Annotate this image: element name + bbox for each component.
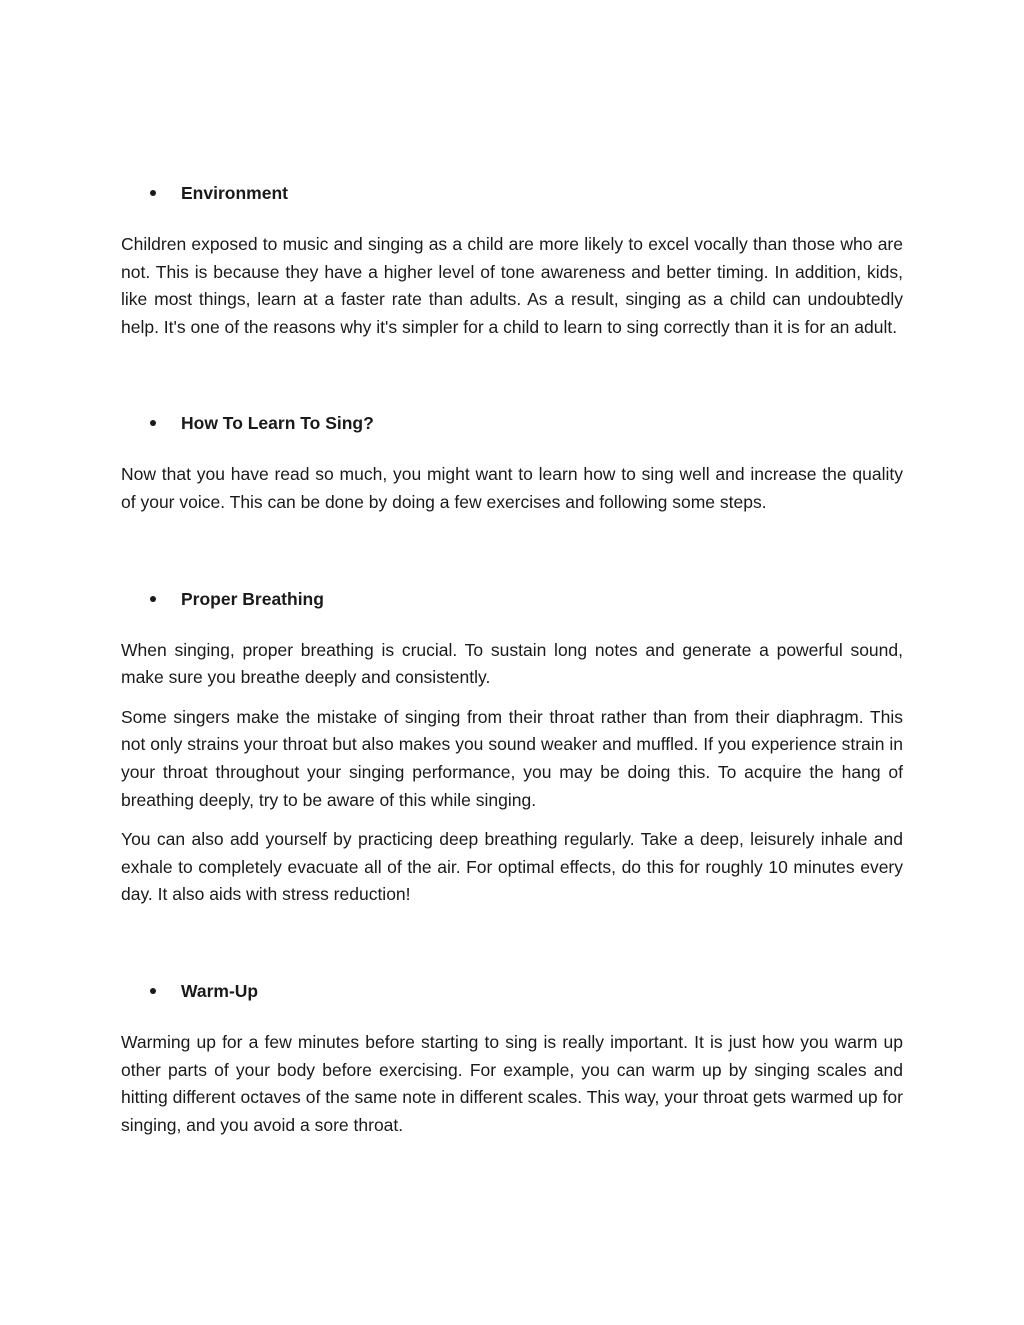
heading-text: Warm-Up: [181, 980, 259, 1001]
heading-text: How To Learn To Sing?: [181, 413, 374, 434]
paragraph: When singing, proper breathing is crucial. To sustain long notes and generate a powerful sound, make sure you breathe deeply and consistently.: [121, 639, 903, 688]
section-heading: [121, 976, 903, 1006]
bullet-icon: [150, 596, 156, 602]
section-environment: [121, 178, 903, 341]
heading-text: Proper Breathing: [181, 588, 324, 609]
section-heading: [121, 178, 903, 208]
bullet-icon: [150, 988, 156, 994]
section-heading: [121, 584, 903, 614]
section-proper-breathing: [121, 584, 903, 909]
paragraph: Children exposed to music and singing as a child are more likely to excel vocally than those who are not. This is because they have a higher level of tone awareness and better timing. In addition, kids, like most things, learn at a faster rate than adults. As a result, singing as a child can undoubtedly help. It's one of the reasons why it's simpler for a child to learn to sing correctly than it is for an adult.: [121, 234, 903, 337]
heading-text: Environment: [181, 183, 288, 203]
section-heading: [121, 408, 903, 438]
section-warm-up: [121, 976, 903, 1139]
paragraph: Warming up for a few minutes before starting to sing is really important. It is just how you warm up other parts of your body before exercising. For example, you can warm up by singing scales and hitting different octaves of the same note in different scales. This way, your throat gets warmed up for singing, and you avoid a sore throat.: [121, 1031, 903, 1135]
bullet-icon: [150, 420, 156, 426]
bullet-icon: [150, 190, 156, 196]
section-how-to-learn: [121, 408, 903, 516]
paragraph: Now that you have read so much, you might want to learn how to sing well and increase the quality of your voice. This can be done by doing a few exercises and following some steps.: [121, 464, 903, 512]
paragraph: Some singers make the mistake of singing from their throat rather than from their diaphragm. This not only strains your throat but also makes you sound weaker and muffled. If you experience strain in your throat throughout your singing performance, you may be doing this. To acquire the hang of breathing deeply, try to be aware of this while singing.: [121, 706, 903, 810]
paragraph: You can also add yourself by practicing deep breathing regularly. Take a deep, leisurely inhale and exhale to completely evacuate all of the air. For optimal effects, do this for roughly 10 minutes every day. It also aids with stress reduction!: [121, 829, 903, 905]
document-page: [121, 178, 903, 1139]
